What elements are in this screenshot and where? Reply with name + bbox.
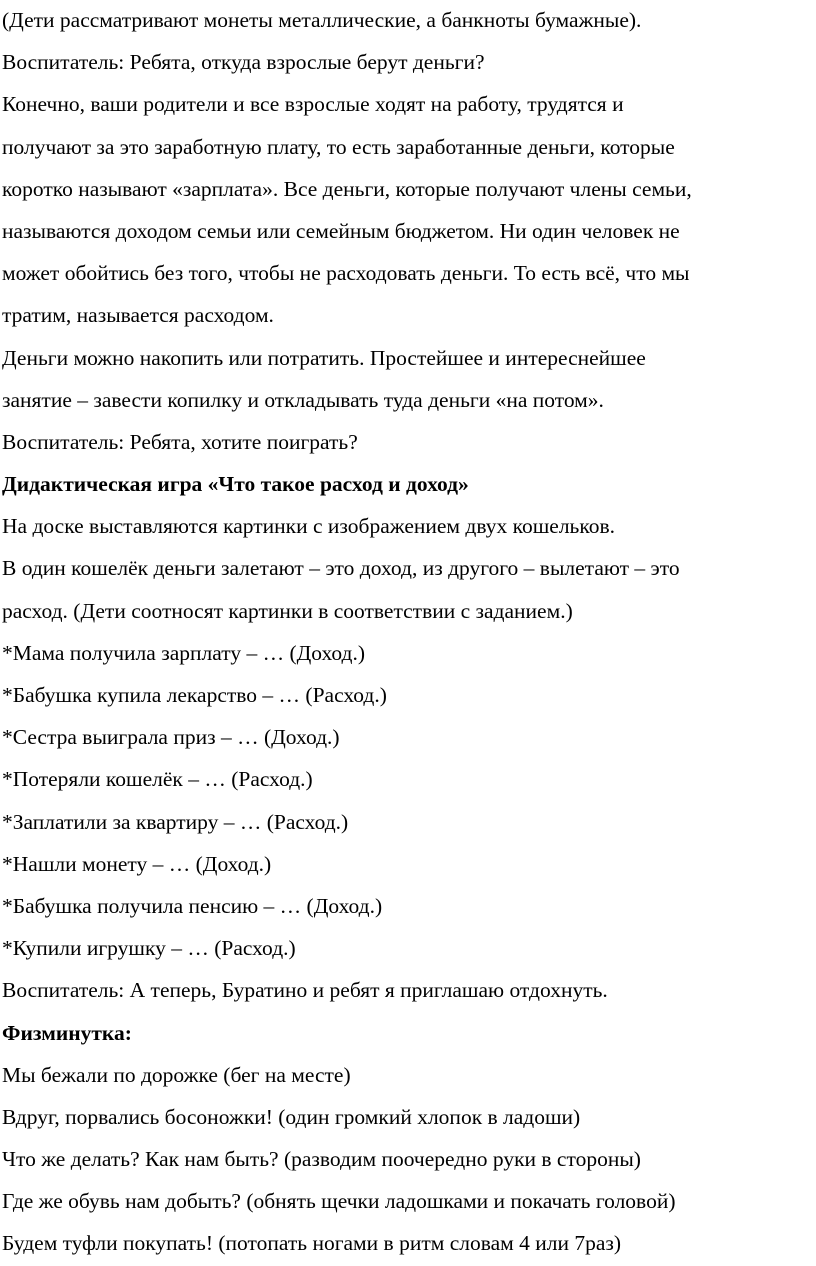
text-line: называются доходом семьи или семейным бюджетом. Ни один человек не (2, 218, 680, 243)
text-line: Воспитатель: Ребята, хотите поиграть? (2, 429, 358, 454)
list-item: *Купили игрушку – … (Расход.) (2, 936, 296, 961)
text-line: может обойтись без того, чтобы не расходовать деньги. То есть всё, что мы (2, 261, 690, 286)
text-line: В один кошелёк деньги залетают – это доход, из другого – вылетают – это (2, 556, 680, 581)
text-line: Вдруг, порвались босоножки! (один громкий хлопок в ладоши) (2, 1104, 581, 1129)
text-line: Что же делать? Как нам быть? (разводим поочередно руки в стороны) (2, 1147, 641, 1172)
list-item: *Мама получила зарплату – … (Доход.) (2, 640, 366, 665)
text-line: Где же обувь нам добыть? (обнять щечки ладошками и покачать головой) (2, 1189, 676, 1214)
text-line: Воспитатель: А теперь, Буратино и ребят я приглашаю отдохнуть. (2, 978, 608, 1003)
text-line: (Дети рассматривают монеты металлические, а банкноты бумажные). (2, 8, 642, 32)
text-line: Будем туфли покупать! (потопать ногами в ритм словам 4 или 7раз) (2, 1231, 622, 1256)
text-line: На доске выставляются картинки с изображением двух кошельков. (2, 514, 615, 539)
text-line: коротко называют «зарплата». Все деньги, которые получают члены семьи, (2, 176, 692, 201)
text-line: Деньги можно накопить или потратить. Простейшее и интереснейшее (2, 345, 646, 370)
section-heading: Дидактическая игра «Что такое расход и доход» (2, 472, 469, 497)
text-line: получают за это заработную плату, то есть заработанные деньги, которые (2, 134, 675, 159)
text-line: Конечно, ваши родители и все взрослые ходят на работу, трудятся и (2, 92, 624, 117)
section-heading: Физминутка: (2, 1020, 132, 1045)
text-line: расход. (Дети соотносят картинки в соответствии с заданием.) (2, 598, 573, 623)
list-item: *Бабушка получила пенсию – … (Доход.) (2, 893, 383, 918)
list-item: *Сестра выиграла приз – … (Доход.) (2, 725, 340, 750)
text-line: тратим, называется расходом. (2, 303, 274, 328)
text-line: занятие – завести копилку и откладывать туда деньги «на потом». (2, 387, 604, 412)
text-line: Мы бежали по дорожке (бег на месте) (2, 1062, 351, 1087)
list-item: *Потеряли кошелёк – … (Расход.) (2, 767, 313, 792)
text-line: Воспитатель: Ребята, откуда взрослые берут деньги? (2, 50, 485, 75)
list-item: *Заплатили за квартиру – … (Расход.) (2, 809, 349, 834)
list-item: *Нашли монету – … (Доход.) (2, 851, 272, 876)
list-item: *Бабушка купила лекарство – … (Расход.) (2, 683, 387, 707)
